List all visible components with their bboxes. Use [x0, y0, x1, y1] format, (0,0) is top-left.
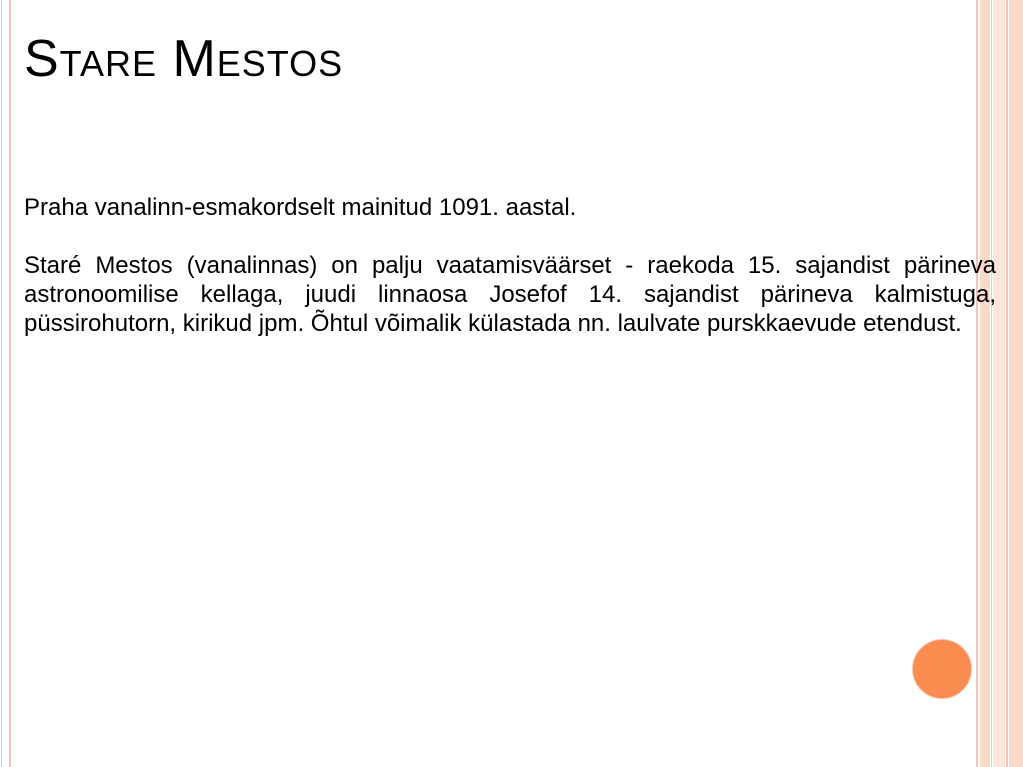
stripe — [976, 0, 978, 767]
stripe — [1006, 0, 1008, 767]
slide-title: Stare Mestos — [24, 30, 344, 88]
body-paragraph-intro: Praha vanalinn-esmakordselt mainitud 1091. aastal. — [24, 194, 577, 221]
stripe — [1009, 0, 1023, 767]
right-decorative-stripes — [976, 0, 1023, 767]
stripe — [993, 0, 1005, 767]
body-paragraph-details: Staré Mestos (vanalinnas) on palju vaatamisväärset - raekoda 15. sajandist pärineva astronoomilise kellaga, juudi linnaosa Josefof 14. sajandist pärineva kalmistuga, püssirohutorn, kirikud jpm. Õhtul võimalik külastada nn. laulvate purskkaevude etendust. — [24, 252, 996, 337]
left-border-line — [1, 0, 2, 767]
stripe — [991, 0, 992, 767]
slide-body — [24, 193, 996, 338]
stripe — [980, 0, 990, 767]
decorative-circle — [912, 639, 972, 699]
left-border-line-inner — [9, 0, 11, 767]
